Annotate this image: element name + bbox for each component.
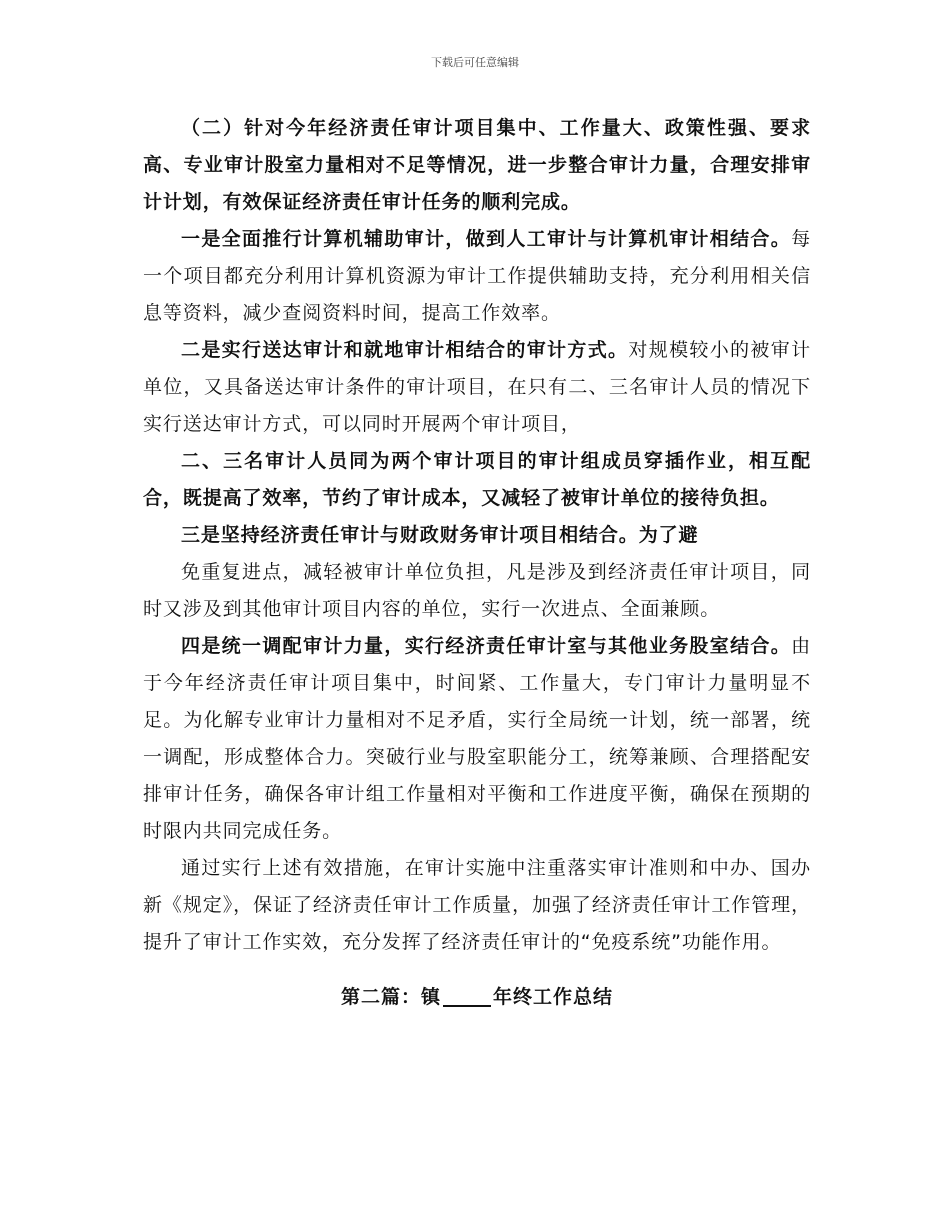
section-title [143, 979, 811, 1016]
section-title-prefix: 第二篇：镇 [340, 986, 441, 1008]
paragraph [143, 850, 811, 961]
paragraph-bold-text: 二、三名审计人员同为两个审计项目的审计组成员穿插作业，相互配合，既提高了效率，节约了审计成本，又减轻了被审计单位的接待负担。 [143, 450, 811, 509]
paragraph [143, 110, 811, 221]
paragraph-text: 免重复进点，减轻被审计单位负担，凡是涉及到经济责任审计项目，同时又涉及到其他审计项目内容的单位，实行一次进点、全面兼顾。 [143, 561, 811, 620]
paragraph [143, 517, 811, 554]
paragraph-text: 每一个项目都充分利用计算机资源为审计工作提供辅助支持，充分利用相关信息等资料，减少查阅资料时间，提高工作效率。 [143, 228, 811, 324]
section-title-suffix: 年终工作总结 [493, 986, 614, 1008]
paragraph-bold-text: 一是全面推行计算机辅助审计，做到人工审计与计算机审计相结合。 [181, 228, 792, 250]
paragraph [143, 443, 811, 517]
paragraph [143, 332, 811, 443]
paragraph [143, 221, 811, 332]
page-header: 下载后可任意编辑 [431, 56, 519, 69]
paragraph-bold-text: 三是坚持经济责任审计与财政财务审计项目相结合。为了避 [181, 524, 699, 546]
paragraph-text: 由于今年经济责任审计项目集中，时间紧、工作量大，专门审计力量明显不足。为化解专业审计力量相对不足矛盾，实行全局统一计划，统一部署，统一调配，形成整体合力。突破行业与股室职能分工，统筹兼顾、合理搭配安排审计任务，确保各审计组工作量相对平衡和工作进度平衡，确保在预期的时限内共同完成任务。 [143, 635, 811, 842]
blank-underline [443, 983, 491, 1007]
paragraph-text: 对规模较小的被审计单位，又具备送达审计条件的审计项目，在只有二、三名审计人员的情况下实行送达审计方式，可以同时开展两个审计项目， [143, 339, 811, 435]
paragraph [143, 628, 811, 850]
paragraph-bold-text: 四是统一调配审计力量，实行经济责任审计室与其他业务股室结合。 [181, 635, 792, 657]
paragraph [143, 554, 811, 628]
paragraph-bold-text: （二）针对今年经济责任审计项目集中、工作量大、政策性强、要求高、专业审计股室力量相对不足等情况，进一步整合审计力量，合理安排审计计划，有效保证经济责任审计任务的顺利完成。 [143, 117, 811, 213]
paragraph-text: 通过实行上述有效措施，在审计实施中注重落实审计准则和中办、国办新《规定》，保证了经济责任审计工作质量，加强了经济责任审计工作管理，提升了审计工作实效，充分发挥了经济责任审计的“免疫系统”功能作用。 [143, 857, 811, 953]
paragraph-bold-text: 二是实行送达审计和就地审计相结合的审计方式。 [181, 339, 629, 361]
document-body [143, 110, 811, 1016]
